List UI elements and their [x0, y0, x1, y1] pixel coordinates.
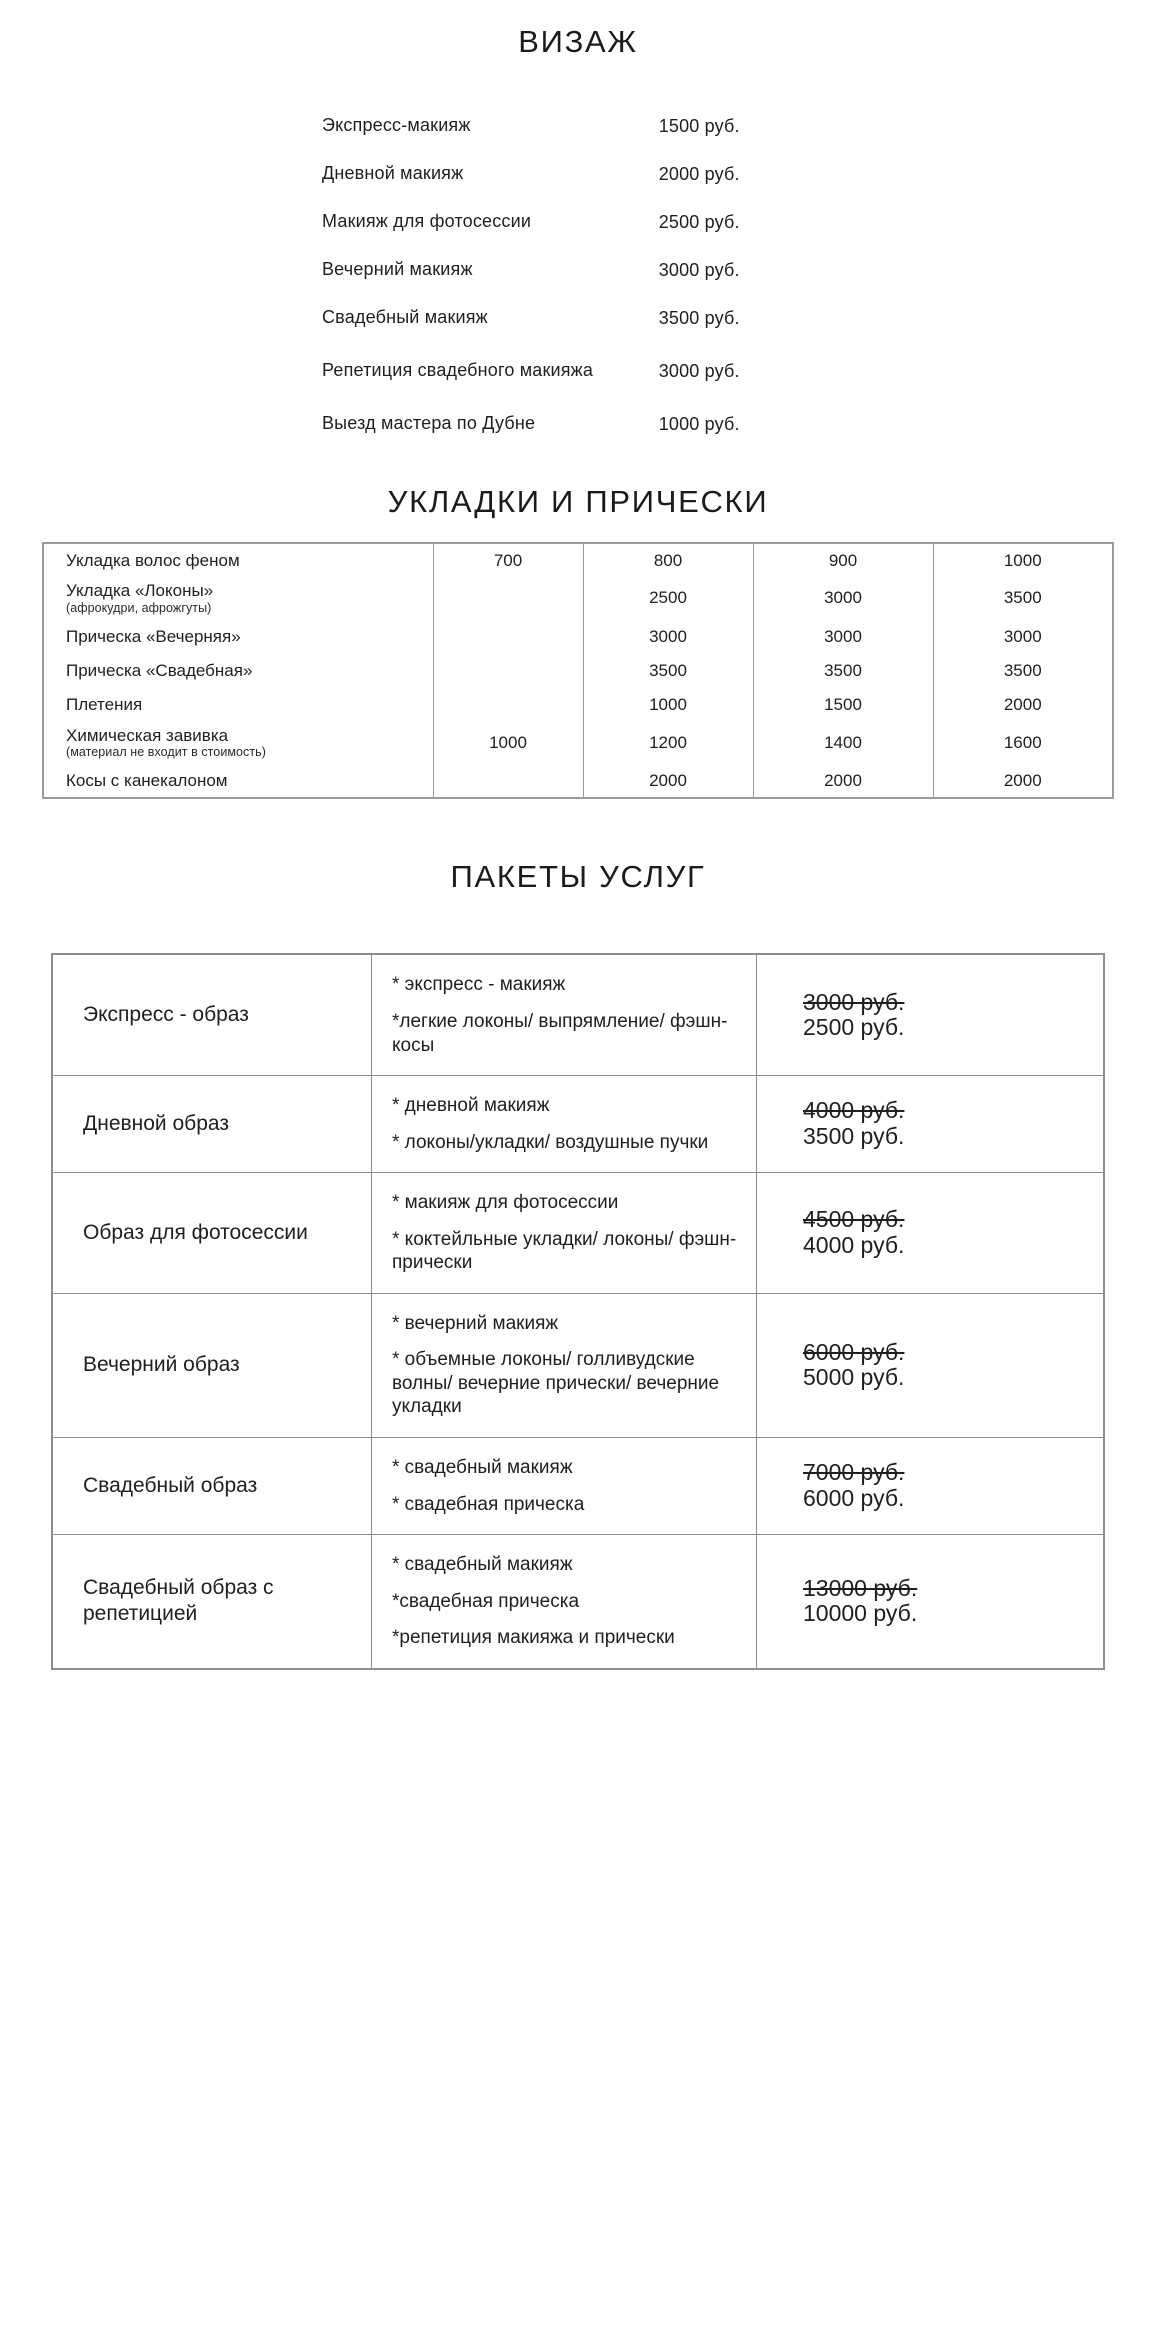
visage-price-list-body	[322, 102, 834, 448]
table-row	[43, 543, 1113, 577]
package-items	[372, 1293, 757, 1437]
styling-price-col3: 3000	[753, 577, 933, 620]
list-item: * макияж для фотосессии	[392, 1192, 619, 1214]
section-spacer	[0, 448, 1156, 484]
package-price	[757, 1293, 1105, 1437]
styling-price-col2: 2000	[583, 764, 753, 798]
visage-service-price: 3000 руб.	[658, 360, 740, 381]
styling-price-col4: 3500	[933, 577, 1113, 620]
styling-price-col3: 3500	[753, 654, 933, 688]
styling-price-table-body	[43, 543, 1113, 798]
list-item: *легкие локоны/ выпрямление/ фэшн-косы	[392, 1010, 728, 1056]
styling-price-col1	[433, 620, 583, 654]
package-new-price: 10000 руб.	[803, 1600, 918, 1627]
styling-price-col2: 800	[583, 543, 753, 577]
styling-price-col3: 900	[753, 543, 933, 577]
styling-service-name: Укладка волос феном	[66, 550, 240, 570]
list-item: * дневной макияж	[392, 1095, 550, 1117]
visage-service-name: Экспресс-макияж	[322, 115, 471, 136]
list-item: * коктейльные укладки/ локоны/ фэшн-прически	[392, 1228, 737, 1274]
visage-service-name: Выезд мастера по Дубне	[322, 413, 536, 434]
package-price	[757, 1438, 1105, 1535]
list-item: * свадебный макияж	[392, 1554, 573, 1576]
packages-section-title: ПАКЕТЫ УСЛУГ	[450, 859, 706, 895]
visage-service-name: Свадебный макияж	[322, 307, 488, 328]
visage-service-name: Макияж для фотосессии	[322, 211, 532, 232]
styling-price-col2: 1000	[583, 688, 753, 722]
styling-service-cell	[43, 688, 433, 722]
packages-table-body	[52, 954, 1104, 1668]
styling-table-wrapper	[0, 542, 1156, 799]
package-name: Образ для фотосессии	[52, 1173, 372, 1294]
package-new-price: 4000 руб.	[803, 1231, 905, 1258]
styling-service-name: Укладка «Локоны»	[66, 581, 214, 600]
package-items	[372, 1438, 757, 1535]
visage-service-name: Дневной макияж	[322, 163, 464, 184]
table-row	[322, 198, 834, 246]
package-price	[757, 1535, 1105, 1669]
styling-price-col2: 3000	[583, 620, 753, 654]
styling-price-col1	[433, 577, 583, 620]
list-item: *репетиция макияжа и прически	[392, 1627, 675, 1649]
table-row	[52, 1535, 1104, 1669]
package-old-price: 6000 руб.	[803, 1338, 905, 1365]
styling-service-note: (материал не входит в стоимость)	[66, 745, 266, 760]
styling-price-table	[42, 542, 1114, 799]
table-row	[52, 1173, 1104, 1294]
styling-price-col1: 700	[433, 543, 583, 577]
styling-service-cell	[43, 620, 433, 654]
package-price	[757, 1076, 1105, 1173]
list-item: *свадебная прическа	[392, 1590, 580, 1612]
table-row	[322, 294, 834, 342]
list-item: * свадебный макияж	[392, 1457, 573, 1478]
visage-service-name: Репетиция свадебного макияжа	[322, 360, 594, 381]
package-items	[372, 1535, 757, 1669]
styling-price-col4: 2000	[933, 688, 1113, 722]
package-items	[372, 954, 757, 1075]
package-price	[757, 954, 1105, 1075]
styling-service-cell	[43, 764, 433, 798]
styling-price-col4: 1600	[933, 722, 1113, 765]
table-row	[52, 1293, 1104, 1437]
table-row	[52, 954, 1104, 1075]
package-new-price: 6000 руб.	[803, 1485, 905, 1512]
visage-service-price: 3500 руб.	[658, 307, 740, 328]
styling-price-col3: 1400	[753, 722, 933, 765]
table-row	[322, 246, 834, 294]
section-spacer	[0, 895, 1156, 953]
table-row	[43, 577, 1113, 620]
styling-price-col1	[433, 764, 583, 798]
package-old-price: 4000 руб.	[803, 1097, 905, 1124]
styling-service-cell	[43, 722, 433, 765]
package-name: Дневной образ	[52, 1076, 372, 1173]
package-name: Свадебный образ	[52, 1438, 372, 1535]
table-row	[43, 654, 1113, 688]
styling-price-col2: 1200	[583, 722, 753, 765]
list-item: * свадебная прическа	[392, 1493, 585, 1515]
table-row	[322, 400, 834, 448]
package-old-price: 3000 руб.	[803, 988, 905, 1015]
visage-service-price: 3000 руб.	[658, 259, 740, 280]
styling-price-col2: 3500	[583, 654, 753, 688]
styling-service-name: Плетения	[66, 694, 143, 714]
styling-service-name: Прическа «Вечерняя»	[66, 626, 241, 646]
visage-service-name: Вечерний макияж	[322, 259, 473, 280]
styling-service-cell	[43, 654, 433, 688]
styling-price-col4: 3500	[933, 654, 1113, 688]
list-item: * вечерний макияж	[392, 1312, 559, 1334]
package-price	[757, 1173, 1105, 1294]
list-item: * локоны/укладки/ воздушные пучки	[392, 1131, 709, 1153]
table-row	[43, 722, 1113, 765]
styling-price-col2: 2500	[583, 577, 753, 620]
table-row	[322, 150, 834, 198]
package-new-price: 5000 руб.	[803, 1364, 905, 1391]
table-row	[322, 342, 834, 400]
styling-price-col4: 3000	[933, 620, 1113, 654]
table-row	[43, 764, 1113, 798]
table-row	[43, 620, 1113, 654]
packages-table	[51, 953, 1105, 1669]
visage-service-price: 1500 руб.	[658, 115, 740, 136]
package-new-price: 2500 руб.	[803, 1014, 905, 1041]
package-new-price: 3500 руб.	[803, 1123, 905, 1150]
styling-service-name: Прическа «Свадебная»	[66, 660, 253, 680]
styling-service-name: Косы с канекалоном	[66, 771, 228, 791]
styling-price-col3: 3000	[753, 620, 933, 654]
visage-service-price: 2500 руб.	[658, 211, 740, 232]
visage-service-price: 1000 руб.	[658, 413, 740, 434]
styling-price-col3: 1500	[753, 688, 933, 722]
styling-price-col1	[433, 688, 583, 722]
package-name: Свадебный образ с репетицией	[52, 1535, 372, 1669]
styling-service-cell	[43, 577, 433, 620]
package-old-price: 13000 руб.	[803, 1574, 918, 1601]
styling-section-title: УКЛАДКИ И ПРИЧЕСКИ	[387, 484, 769, 519]
section-spacer	[0, 799, 1156, 859]
package-old-price: 7000 руб.	[803, 1459, 905, 1486]
package-items	[372, 1173, 757, 1294]
package-name: Экспресс - образ	[52, 954, 372, 1075]
styling-service-name: Химическая завивка	[66, 725, 229, 745]
styling-price-col4: 2000	[933, 764, 1113, 798]
visage-section-title: ВИЗАЖ	[518, 24, 638, 59]
visage-price-list	[322, 102, 834, 448]
table-row	[43, 688, 1113, 722]
styling-price-col3: 2000	[753, 764, 933, 798]
list-item: * объемные локоны/ голливудские волны/ вечерние прически/ вечерние укладки	[392, 1349, 720, 1418]
styling-price-col1	[433, 654, 583, 688]
table-row	[322, 102, 834, 150]
styling-service-cell	[43, 543, 433, 577]
styling-price-col4: 1000	[933, 543, 1113, 577]
table-row	[52, 1076, 1104, 1173]
styling-price-col1: 1000	[433, 722, 583, 765]
package-old-price: 4500 руб.	[803, 1206, 905, 1233]
table-row	[52, 1438, 1104, 1535]
styling-service-note: (афрокудри, афрожгуты)	[66, 600, 212, 615]
visage-service-price: 2000 руб.	[658, 163, 740, 184]
list-item: * экспресс - макияж	[392, 974, 566, 996]
package-items	[372, 1076, 757, 1173]
package-name: Вечерний образ	[52, 1293, 372, 1437]
